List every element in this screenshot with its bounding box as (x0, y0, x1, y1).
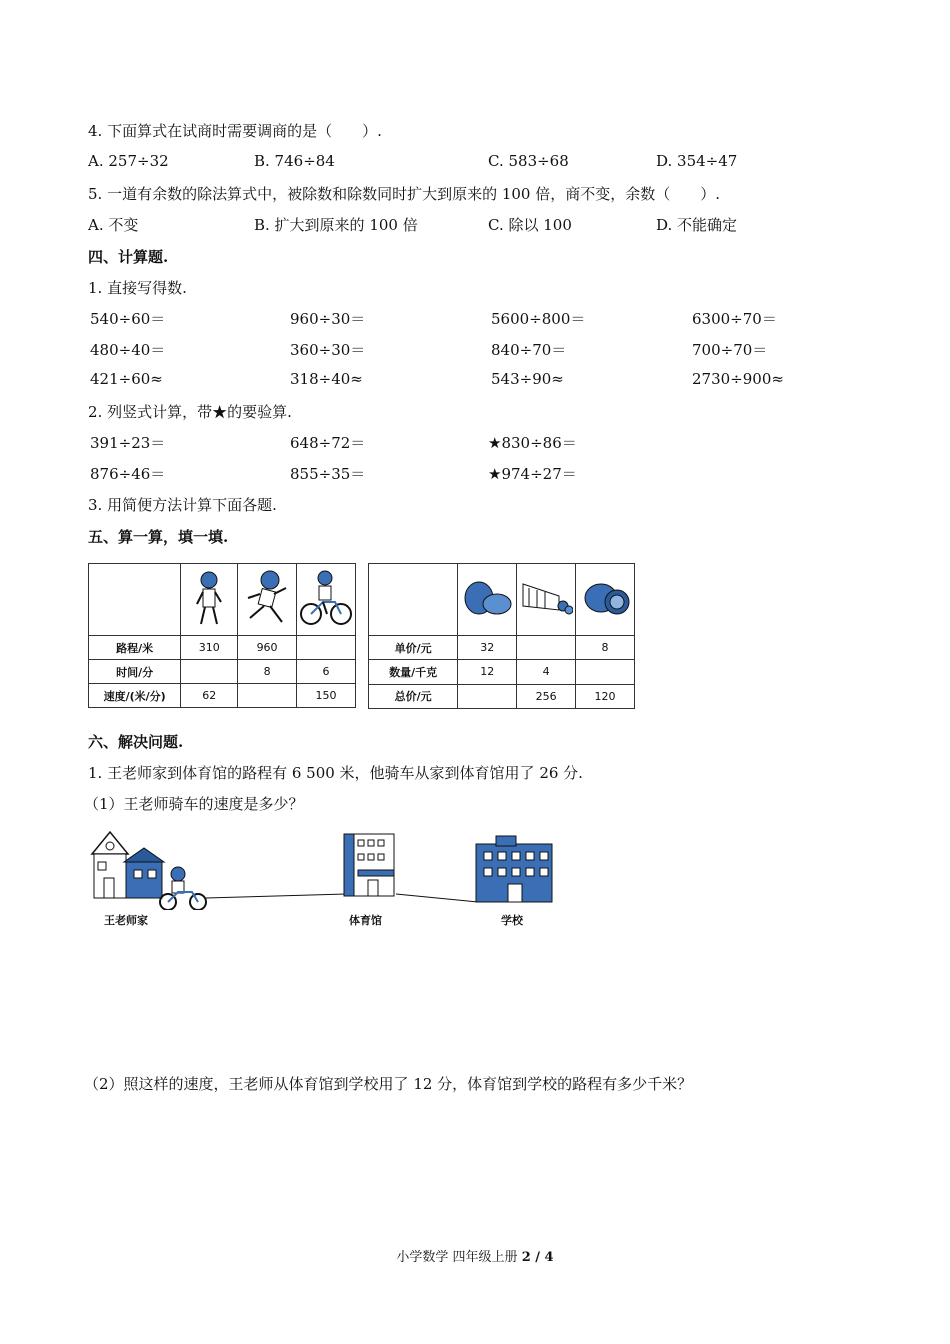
table-cell: 256 (517, 684, 576, 708)
cycling-boy-illustration (297, 564, 356, 636)
table-cell: 960 (238, 636, 297, 660)
row-header-distance: 路程/米 (89, 636, 181, 660)
table-cell: 4 (517, 660, 576, 684)
table-cell: 120 (576, 684, 635, 708)
table-cell (517, 636, 576, 660)
caption-school: 学校 (501, 914, 523, 927)
table-cell: 8 (576, 636, 635, 660)
question-4-stem: 4. 下面算式在试商时需要调商的是（ ）. (88, 122, 382, 140)
q4-option-d: D. 354÷47 (656, 152, 738, 170)
house-illustration (92, 832, 164, 898)
table-cell (238, 684, 297, 708)
row-header-time: 时间/分 (89, 660, 181, 684)
question-5-stem: 5. 一道有余数的除法算式中，被除数和除数同时扩大到原来的 100 倍，商不变，余数（ ）. (88, 185, 721, 203)
vertical-calc-item: 648÷72＝ (290, 434, 366, 452)
walking-boy-illustration (181, 564, 238, 636)
table-cell (576, 660, 635, 684)
table-cell (458, 684, 517, 708)
q4-option-c: C. 583÷68 (488, 152, 569, 170)
q5-option-d: D. 不能确定 (656, 216, 738, 234)
table-cell (181, 660, 238, 684)
vertical-calc-item: 391÷23＝ (90, 434, 166, 452)
table-cell: 310 (181, 636, 238, 660)
table-cell: 32 (458, 636, 517, 660)
vertical-calc-item: 876÷46＝ (90, 465, 166, 483)
problem-1-stem: 1. 王老师家到体育馆的路程有 6 500 米，他骑车从家到体育馆用了 26 分. (88, 764, 583, 782)
gym-building-illustration (344, 834, 394, 896)
section-6-title: 六、解决问题. (88, 733, 184, 751)
section-4-part-1: 1. 直接写得数. (88, 279, 187, 297)
calc-item: 840÷70＝ (491, 341, 567, 359)
section-5-title: 五、算一算，填一填. (88, 528, 229, 546)
kiwi-fruit-illustration (458, 564, 517, 636)
q5-option-a: A. 不变 (88, 216, 139, 234)
row-header-quantity: 数量/千克 (369, 660, 458, 684)
calc-item: 700÷70＝ (692, 341, 768, 359)
table-cell (297, 636, 356, 660)
page-number: 2 / 4 (521, 1250, 554, 1265)
section-4-title: 四、计算题. (88, 248, 169, 266)
q4-option-b: B. 746÷84 (254, 152, 335, 170)
calc-item: 318÷40≈ (290, 370, 363, 388)
table-cell: 6 (297, 660, 356, 684)
row-header-unit-price: 单价/元 (369, 636, 458, 660)
q5-option-b: B. 扩大到原来的 100 倍 (254, 216, 418, 234)
problem-1-question-2: （2）照这样的速度，王老师从体育馆到学校用了 12 分，体育馆到学校的路程有多少千米？ (84, 1075, 693, 1093)
problem-1-question-1: （1）王老师骑车的速度是多少？ (84, 795, 304, 813)
speed-table (88, 563, 356, 708)
calc-item: 360÷30＝ (290, 341, 366, 359)
school-building-illustration (476, 836, 552, 902)
section-4-part-2: 2. 列竖式计算，带★的要验算. (88, 403, 292, 421)
cyclist-illustration (160, 867, 206, 910)
calc-item: 543÷90≈ (491, 370, 564, 388)
calc-item: 421÷60≈ (90, 370, 163, 388)
calc-item: 540÷60＝ (90, 310, 166, 328)
calc-item: 480÷40＝ (90, 341, 166, 359)
calc-item: 6300÷70＝ (692, 310, 777, 328)
table-cell: 150 (297, 684, 356, 708)
table-cell: 12 (458, 660, 517, 684)
fruit-basket-illustration (517, 564, 576, 636)
calc-item: 5600÷800＝ (491, 310, 586, 328)
caption-home: 王老师家 (104, 914, 148, 927)
melon-illustration (576, 564, 635, 636)
q5-option-c: C. 除以 100 (488, 216, 572, 234)
route-illustration (88, 826, 568, 910)
vertical-calc-item: ★830÷86＝ (488, 434, 577, 452)
section-4-part-3: 3. 用简便方法计算下面各题. (88, 496, 277, 514)
row-header-speed: 速度/(米/分) (89, 684, 181, 708)
price-table (368, 563, 635, 709)
page-footer (0, 1246, 950, 1265)
caption-gym: 体育馆 (349, 914, 382, 927)
table-cell: 8 (238, 660, 297, 684)
running-boy-illustration (238, 564, 297, 636)
calc-item: 2730÷900≈ (692, 370, 784, 388)
vertical-calc-item: ★974÷27＝ (488, 465, 577, 483)
table-cell: 62 (181, 684, 238, 708)
row-header-total-price: 总价/元 (369, 684, 458, 708)
footer-text: 小学数学 四年级上册 (396, 1250, 522, 1265)
vertical-calc-item: 855÷35＝ (290, 465, 366, 483)
q4-option-a: A. 257÷32 (88, 152, 169, 170)
calc-item: 960÷30＝ (290, 310, 366, 328)
